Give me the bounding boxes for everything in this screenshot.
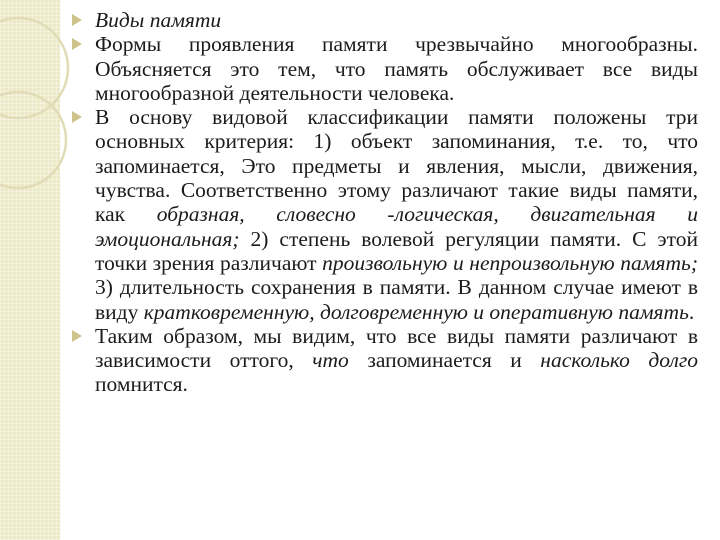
bullet-icon	[72, 38, 82, 50]
item-text	[95, 8, 221, 32]
text-segment: насколько долго	[540, 348, 698, 373]
bullet-item	[70, 324, 698, 397]
text-segment: образная, словесно -логическая, двигательная и эмоциональная;	[95, 202, 698, 251]
text-segment: помнится.	[95, 372, 188, 397]
text-segment: Таким образом, мы видим, что все виды памяти различают в зависимости оттого,	[95, 323, 698, 373]
text-segment: 2) степень волевой регуляции памяти. С этой точки зрения различают	[95, 226, 698, 275]
text-segment: что	[312, 348, 349, 373]
text-segment: 3) длительность сохранения в памяти. В данном случае имеют в виду	[95, 275, 698, 324]
slide-content	[70, 8, 698, 397]
text-segment: В основу видовой классификации памяти положены три основных критерия: 1) объект запоминания, т.е. то, что запоминается, Это предметы и явления, мысли, движения, чувства. Соответственно этому различают такие виды памяти, как	[95, 105, 698, 227]
text-segment: .	[688, 299, 695, 324]
text-segment: запоминается и	[348, 348, 541, 373]
bullet-icon	[72, 111, 82, 123]
bullet-item	[70, 8, 698, 32]
item-text	[95, 105, 698, 323]
text-segment: кратковременную, долговременную и оперативную память	[143, 299, 689, 324]
bullet-item	[70, 32, 698, 105]
item-text	[95, 324, 698, 397]
text-segment: произвольную и непроизвольную память;	[322, 250, 698, 275]
bullet-item	[70, 105, 698, 324]
bullet-icon	[72, 14, 82, 26]
text-segment: Виды памяти	[95, 8, 222, 32]
text-segment: Формы проявления памяти чрезвычайно многообразны. Объясняется это тем, что память обслуживает все виды многообразной деятельности человека.	[95, 32, 698, 105]
bullet-icon	[72, 330, 82, 342]
item-text	[95, 32, 698, 105]
